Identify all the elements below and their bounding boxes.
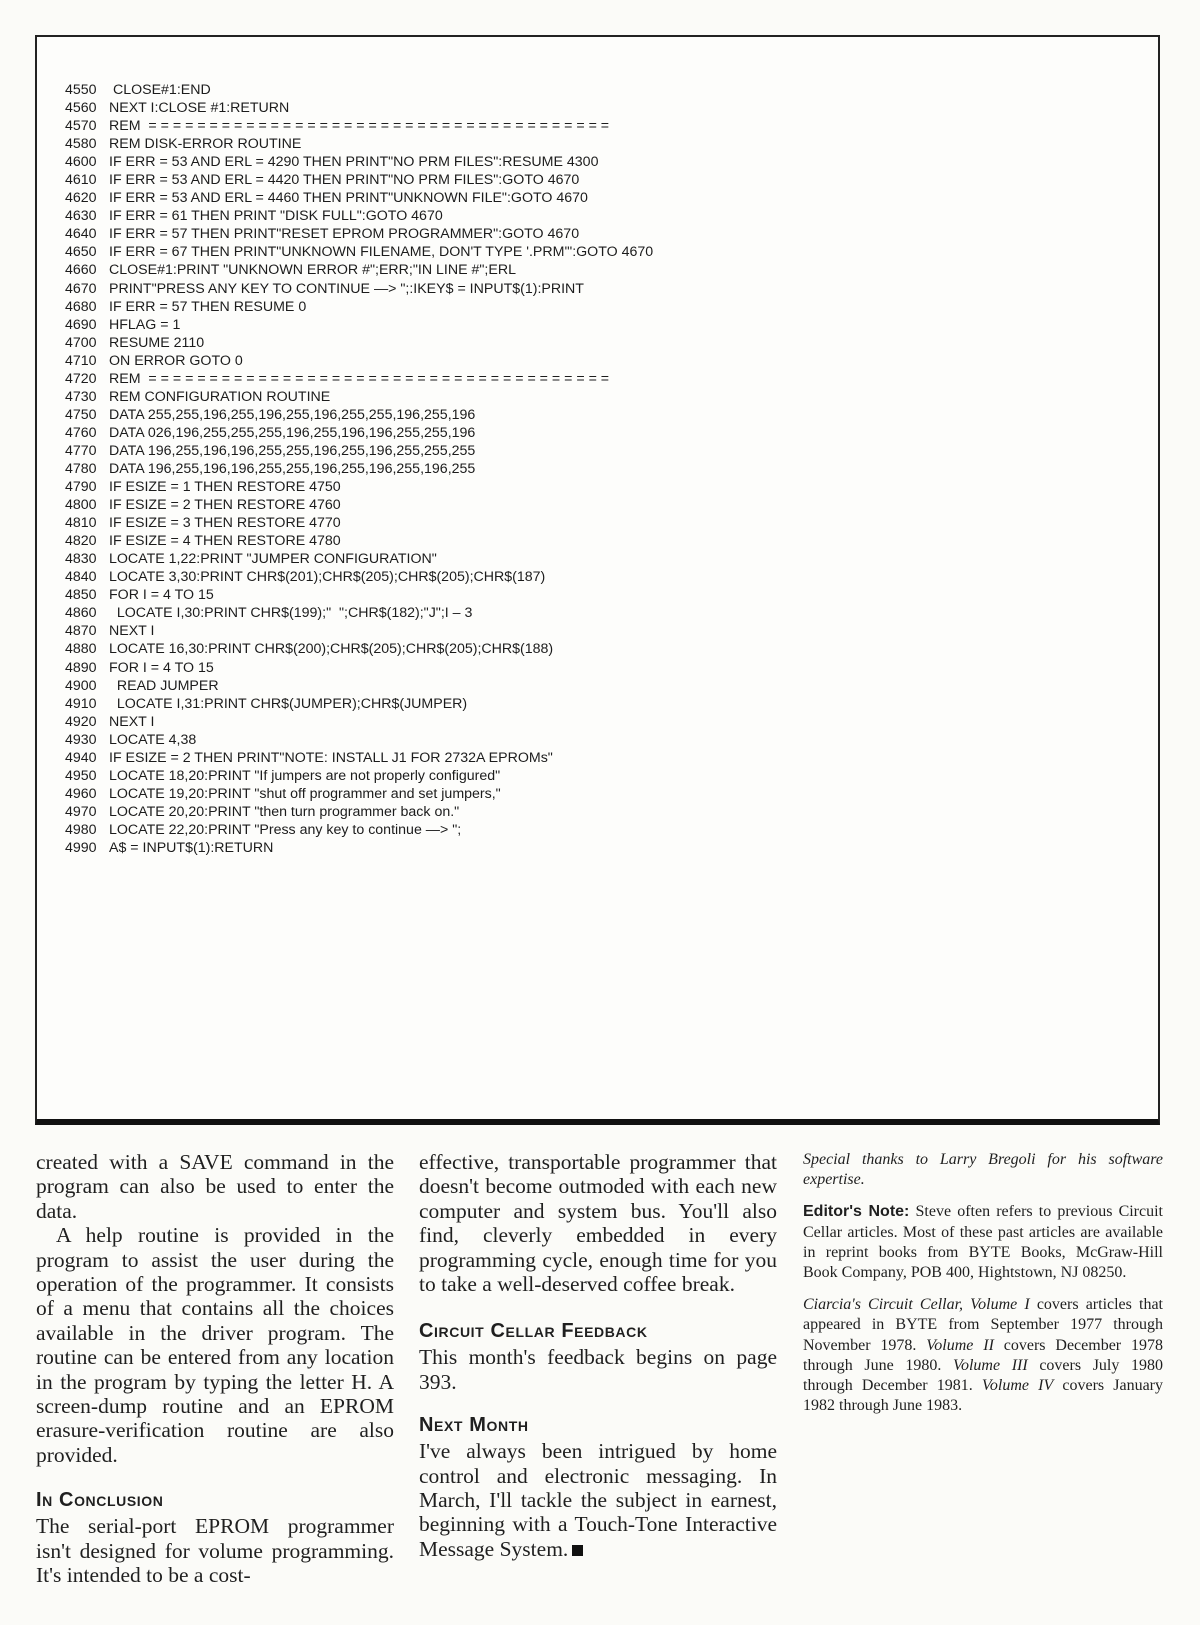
line-code: IF ERR = 57 THEN PRINT"RESET EPROM PROGRAMMER":GOTO 4670 [109,226,580,243]
code-line [65,803,1145,821]
line-number: 4930 [65,731,97,748]
code-line [65,785,1145,803]
code-line [65,568,1145,586]
line-number: 4970 [65,803,97,820]
line-code: LOCATE 18,20:PRINT "If jumpers are not properly configured" [109,767,501,784]
section-heading-conclusion: In Conclusion [36,1489,164,1512]
volume-title: Ciarcia's Circuit Cellar, Volume I [803,1296,1030,1314]
paragraph: effective, transportable programmer that doesn't become outmoded with each new computer and system bus. You'll also find, cleverly embedded in every programming cycle, enough time for you to take a well-deserved coffee break. [419,1150,777,1297]
line-code: REM = = = = = = = = = = = = = = = = = = = = = = = = = = = = = = = = = = = = = = [109,370,610,387]
line-code: IF ESIZE = 1 THEN RESTORE 4750 [109,479,341,496]
paragraph [419,1439,777,1561]
line-code: CLOSE#1:END [109,82,211,98]
code-line [65,424,1145,442]
code-line [65,622,1145,640]
line-code: ON ERROR GOTO 0 [109,352,243,369]
line-code: LOCATE 1,22:PRINT "JUMPER CONFIGURATION" [109,551,437,568]
line-number: 4550 [65,82,97,98]
line-number: 4620 [65,190,97,207]
code-line [65,514,1145,532]
volume-note [803,1295,1163,1416]
code-line [65,496,1145,514]
text-column-3 [803,1150,1163,1428]
line-number: 4820 [65,533,97,550]
editors-note [803,1202,1163,1283]
line-number: 4670 [65,280,97,297]
line-number: 4940 [65,749,97,766]
code-line [65,821,1145,839]
paragraph-text: I've always been intrigued by home control and electronic messaging. In March, I'll tackle the subject in earnest, beginning with a Touch-Tone Interactive Message System. [419,1439,777,1561]
line-number: 4580 [65,136,97,153]
code-line [65,640,1145,658]
volume-title: Volume II [926,1336,994,1354]
line-number: 4840 [65,569,97,586]
line-code: LOCATE I,30:PRINT CHR$(199);" ";CHR$(182);"J";I – 3 [109,605,473,622]
line-code: LOCATE 19,20:PRINT "shut off programmer and set jumpers," [109,785,501,802]
line-number: 4790 [65,479,97,496]
code-line [65,767,1145,785]
line-number: 4760 [65,424,97,441]
code-line [65,352,1145,370]
paragraph: A help routine is provided in the program to assist the user during the operation of the programmer. It consists of a menu that contains all the choices available in the driver program. The routine can be entered from any location in the program by typing the letter H. A screen-dump routine and an EPROM erasure-verification routine are also provided. [36,1223,394,1467]
line-number: 4630 [65,208,97,225]
line-number: 4880 [65,641,97,658]
line-number: 4830 [65,551,97,568]
code-line [65,478,1145,496]
code-line [65,243,1145,261]
paragraph: The serial-port EPROM programmer isn't designed for volume programming. It's intended to be a cost- [36,1514,394,1588]
line-number: 4860 [65,605,97,622]
line-code: DATA 255,255,196,255,196,255,196,255,255,196,255,196 [109,406,476,423]
code-line [65,207,1145,225]
text-column-1 [36,1150,394,1588]
volume-text: covers December 1978 through June 1980. [803,1336,1163,1374]
line-code: IF ESIZE = 2 THEN RESTORE 4760 [109,497,341,514]
line-code: DATA 026,196,255,255,255,196,255,196,196,255,255,196 [109,424,476,441]
line-code: REM DISK-ERROR ROUTINE [109,136,302,153]
line-number: 4980 [65,821,97,838]
code-line [65,749,1145,767]
code-line [65,586,1145,604]
line-number: 4610 [65,172,97,189]
line-number: 4570 [65,118,97,135]
text-column-2 [419,1150,777,1561]
code-line [65,153,1145,171]
line-code: IF ERR = 61 THEN PRINT "DISK FULL":GOTO 4670 [109,208,443,225]
volume-text: covers January 1982 through June 1983. [803,1377,1164,1415]
line-number: 4730 [65,388,97,405]
code-line [65,171,1145,189]
code-line [65,604,1145,622]
code-line [65,659,1145,677]
paragraph: created with a SAVE command in the program can also be used to enter the data. [36,1150,394,1223]
line-code: CLOSE#1:PRINT "UNKNOWN ERROR #";ERR;"IN LINE #";ERL [109,262,516,279]
code-line [65,550,1145,568]
line-number: 4560 [65,100,97,117]
code-line [65,713,1145,731]
code-line [65,135,1145,153]
code-line [65,839,1145,857]
line-number: 4600 [65,154,97,171]
code-line [65,189,1145,207]
line-number: 4960 [65,785,97,802]
line-code: A$ = INPUT$(1):RETURN [109,839,274,856]
line-code: READ JUMPER [109,677,219,694]
line-number: 4890 [65,659,97,676]
code-line [65,280,1145,298]
line-code: RESUME 2110 [109,334,205,351]
line-code: LOCATE 3,30:PRINT CHR$(201);CHR$(205);CHR$(205);CHR$(187) [109,569,546,586]
volume-title: Volume IV [981,1377,1054,1395]
volume-text: covers July 1980 through December 1981. [803,1356,1164,1395]
line-number: 4660 [65,262,97,279]
line-number: 4640 [65,226,97,243]
line-code: IF ERR = 53 AND ERL = 4420 THEN PRINT"NO PRM FILES":GOTO 4670 [109,172,580,189]
code-line [65,677,1145,695]
line-code: FOR I = 4 TO 15 [109,659,214,676]
line-number: 4780 [65,460,97,477]
line-number: 4910 [65,695,97,712]
line-number: 4950 [65,767,97,784]
volume-text: covers articles that appeared in BYTE from September 1977 through November 1978. [803,1296,1163,1354]
line-code: REM = = = = = = = = = = = = = = = = = = = = = = = = = = = = = = = = = = = = = = [109,118,610,135]
line-number: 4720 [65,370,97,387]
code-line [65,298,1145,316]
code-line [65,532,1145,550]
acknowledgment: Special thanks to Larry Bregoli for his software expertise. [803,1151,1163,1189]
line-code: DATA 196,255,196,196,255,255,196,255,196,255,196,255 [109,460,476,477]
code-line [65,388,1145,406]
line-code: IF ERR = 53 AND ERL = 4460 THEN PRINT"UNKNOWN FILE":GOTO 4670 [109,190,588,207]
line-code: LOCATE 4,38 [109,731,197,748]
line-code: HFLAG = 1 [109,316,181,333]
line-code: NEXT I:CLOSE #1:RETURN [109,100,290,117]
line-number: 4680 [65,298,97,315]
line-code: IF ERR = 53 AND ERL = 4290 THEN PRINT"NO PRM FILES":RESUME 4300 [109,154,599,171]
code-line [65,261,1145,279]
code-line [65,731,1145,749]
paragraph: This month's feedback begins on page 393. [419,1345,777,1394]
line-number: 4700 [65,334,97,351]
code-line [65,460,1145,478]
code-line [65,442,1145,460]
code-line [65,117,1145,135]
line-code: IF ERR = 67 THEN PRINT"UNKNOWN FILENAME, DON'T TYPE '.PRM'":GOTO 4670 [109,244,654,261]
line-number: 4920 [65,713,97,730]
line-code: PRINT"PRESS ANY KEY TO CONTINUE —> ";:IKEY$ = INPUT$(1):PRINT [109,280,584,297]
line-code: DATA 196,255,196,196,255,255,196,255,196,255,255,255 [109,442,476,459]
editors-note-label: Editor's Note: [803,1203,910,1221]
line-number: 4810 [65,515,97,532]
line-number: 4710 [65,352,97,369]
line-code: LOCATE 20,20:PRINT "then turn programmer back on." [109,803,460,820]
line-number: 4870 [65,623,97,640]
line-code: IF ESIZE = 2 THEN PRINT"NOTE: INSTALL J1 FOR 2732A EPROMs" [109,749,553,766]
code-line [65,334,1145,352]
code-line [65,695,1145,713]
code-line [65,225,1145,243]
code-listing [65,81,1145,857]
line-number: 4690 [65,316,97,333]
line-code: REM CONFIGURATION ROUTINE [109,388,331,405]
line-number: 4900 [65,677,97,694]
line-number: 4850 [65,587,97,604]
line-number: 4750 [65,406,97,423]
end-mark-icon [572,1545,583,1556]
line-code: NEXT I [109,713,155,730]
code-line [65,406,1145,424]
section-heading-feedback: Circuit Cellar Feedback [419,1320,648,1343]
volume-title: Volume III [952,1356,1028,1374]
program-listing-box [35,35,1160,1125]
line-number: 4650 [65,244,97,261]
line-number: 4990 [65,839,97,856]
code-line [65,316,1145,334]
line-code: LOCATE I,31:PRINT CHR$(JUMPER);CHR$(JUMPER) [109,695,468,712]
line-code: IF ESIZE = 3 THEN RESTORE 4770 [109,515,341,532]
code-line [65,81,1145,99]
line-number: 4800 [65,497,97,514]
line-number: 4770 [65,442,97,459]
line-code: IF ERR = 57 THEN RESUME 0 [109,298,307,315]
code-line [65,99,1145,117]
line-code: LOCATE 22,20:PRINT "Press any key to continue —> "; [109,821,462,838]
code-line [65,370,1145,388]
line-code: IF ESIZE = 4 THEN RESTORE 4780 [109,533,341,550]
section-heading-next-month: Next Month [419,1414,529,1437]
line-code: FOR I = 4 TO 15 [109,587,214,604]
editors-note-text: Steve often refers to previous Circuit Cellar articles. Most of these past articles are available in reprint books from BYTE Books, McGraw-Hill Book Company, POB 400, Hightstown, NJ 08250. [803,1203,1164,1282]
line-code: LOCATE 16,30:PRINT CHR$(200);CHR$(205);CHR$(205);CHR$(188) [109,641,554,658]
line-code: NEXT I [109,623,155,640]
